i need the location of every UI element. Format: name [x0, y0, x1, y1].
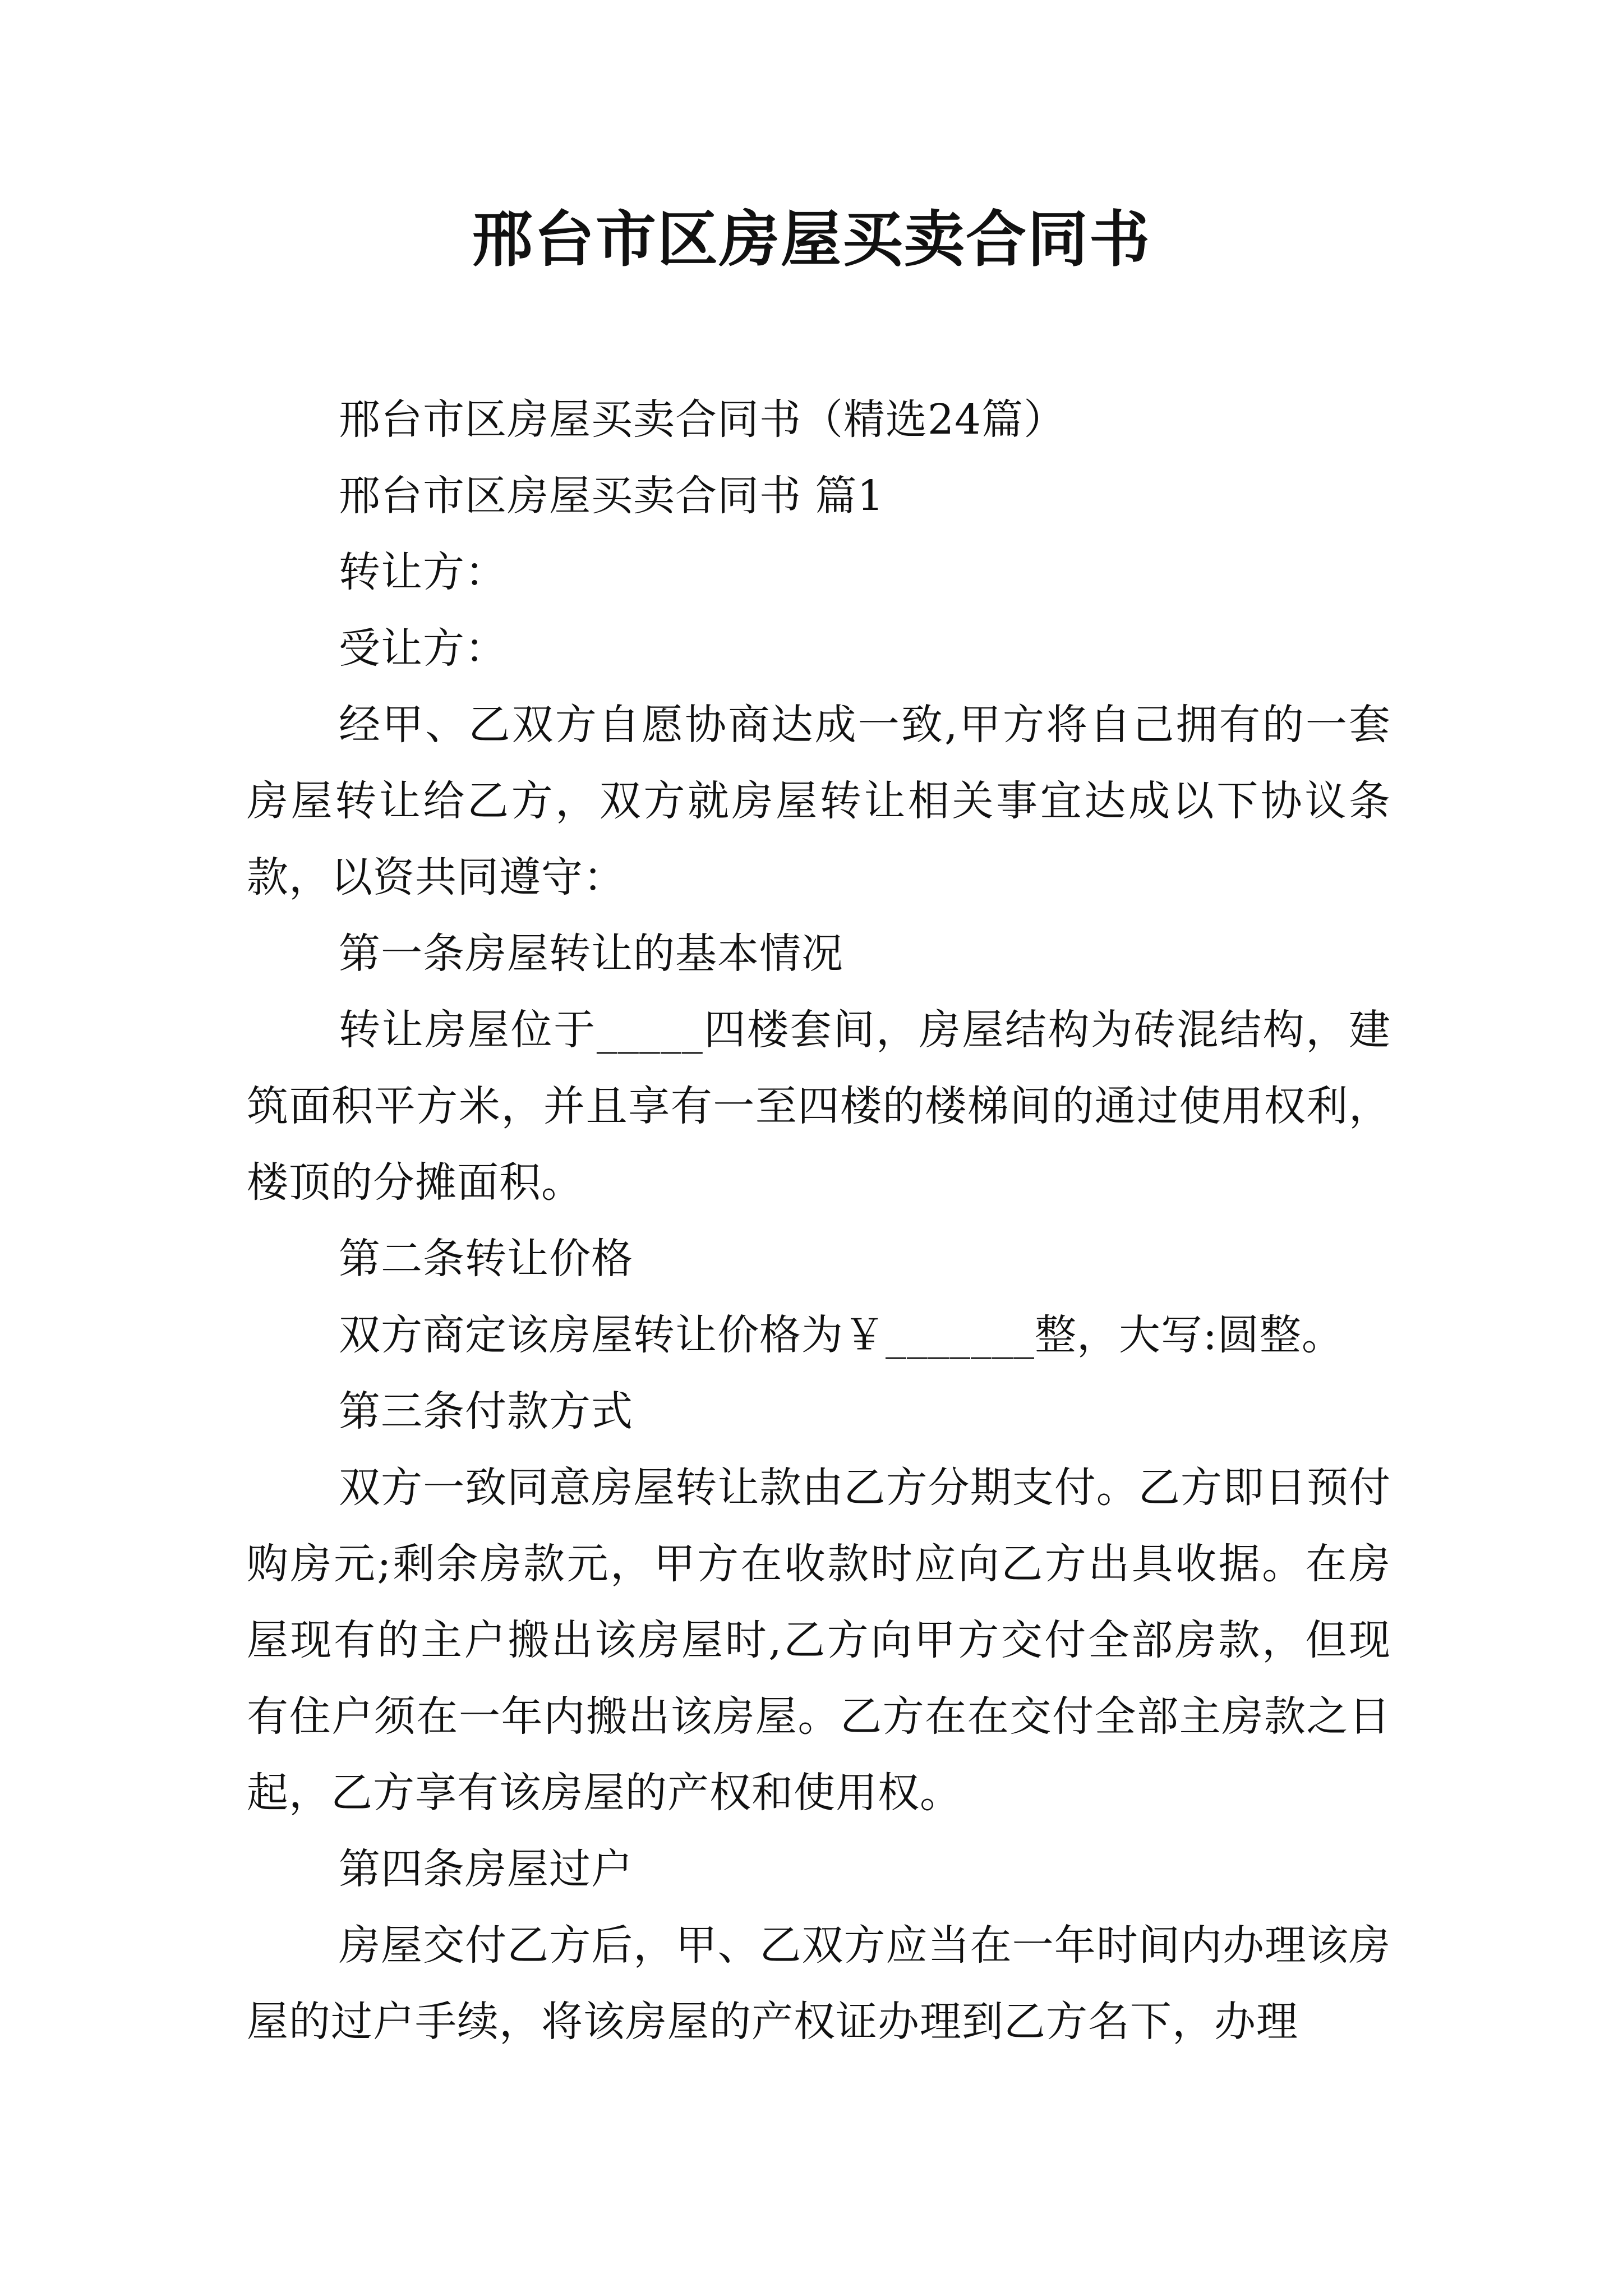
article-1-paragraph: 转让房屋位于_____四楼套间，房屋结构为砖混结构，建筑面积平方米，并且享有一至四楼的楼梯间的通过使用权利，楼顶的分摊面积。 — [247, 1006, 1391, 1207]
document-title: 邢台市区房屋买卖合同书 — [472, 204, 1151, 275]
intro-paragraph: 经甲、乙双方自愿协商达成一致,甲方将自己拥有的一套房屋转让给乙方，双方就房屋转让相关事宜达成以下协议条款，以资共同遵守： — [247, 701, 1391, 901]
transferee-label: 受让方： — [339, 624, 507, 673]
article-3-heading: 第三条付款方式 — [339, 1387, 633, 1435]
document-body — [247, 381, 1391, 2060]
article-3-paragraph: 双方一致同意房屋转让款由乙方分期支付。乙方即日预付购房元;剩余房款元，甲方在收款时应向乙方出具收据。在房屋现有的主户搬出该房屋时,乙方向甲方交付全部房款，但现有住户须在一年内搬出该房屋。乙方在在交付全部主房款之日起，乙方享有该房屋的产权和使用权。 — [247, 1464, 1391, 1817]
transferor-label: 转让方： — [339, 548, 507, 596]
article-4-paragraph: 房屋交付乙方后，甲、乙双方应当在一年时间内办理该房屋的过户手续，将该房屋的产权证办理到乙方名下，办理 — [247, 1921, 1391, 2046]
article-2-heading: 第二条转让价格 — [339, 1235, 633, 1283]
section-heading: 邢台市区房屋买卖合同书 篇1 — [339, 472, 884, 520]
article-4-heading: 第四条房屋过户 — [339, 1845, 633, 1893]
article-2-paragraph: 双方商定该房屋转让价格为￥_______整，大写:圆整。 — [339, 1311, 1344, 1359]
subtitle-line: 邢台市区房屋买卖合同书（精选24篇） — [339, 395, 1066, 444]
article-1-heading: 第一条房屋转让的基本情况 — [339, 930, 843, 978]
